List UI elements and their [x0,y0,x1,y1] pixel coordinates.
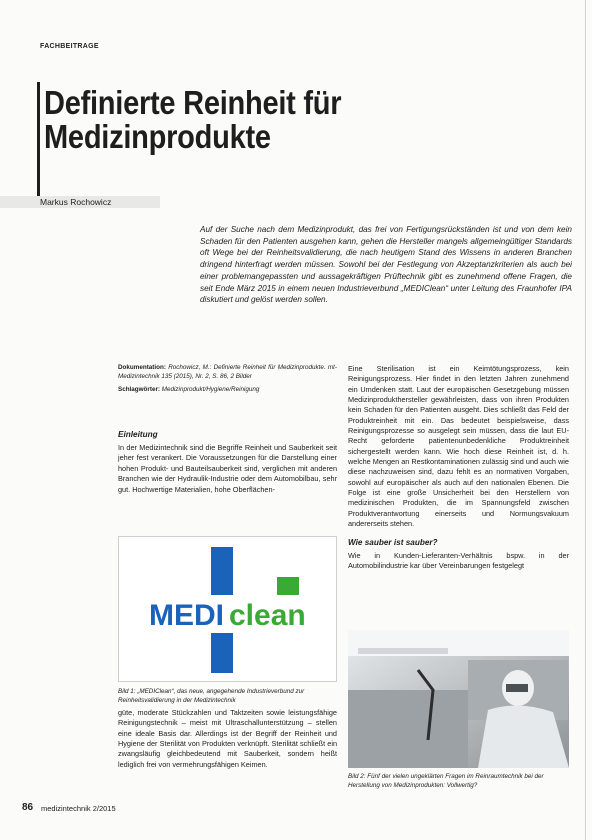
logo-green-block [277,577,299,595]
logo-cross-bottom [211,633,233,673]
title-line-1: Definierte Reinheit für [44,84,342,121]
figure-1-logo [118,536,337,682]
right-column [348,364,569,572]
lead-paragraph: Auf der Suche nach dem Medizinprodukt, das frei von Fertigungsrückständen ist und von dem kein Schaden für den Patienten ausgehen kann, gehen die Hersteller mangels allgemeingültiger Standards oft Wege bei der Reinheitsvalidierung, die nach heutigem Stand des Wissens in anderen Branchen dringend hinterfragt werden müssen. Sowohl bei der Festlegung von Akzeptanzkriterien als auch bei einer problemangepassten und aussagekräftigen Prüftechnik gibt es zunehmend offene Fragen, die seit Ende März 2015 in einem neuen Industrieverbund „MEDIClean“ unter Leitung des Fraunhofer IPA diskutiert und gelöst werden sollen. [200,225,572,305]
left-column-bottom-text: güte, moderate Stückzahlen und Taktzeiten sowie leistungsfähige Reinigungstechnik – meist mit Ultraschallunterstützung – stellen eine ideale Basis dar. Allerdings ist der Begriff der Reinheit und Hygiene der Sterilität von Produkten verknüpft. Sterilität schließt ein zwangsläufig gleichbedeutend mit Sauberkeit, sondern heißt lediglich frei von vermehrungsfähigen Keimen. [118,708,337,769]
cleanroom-photo [348,630,569,768]
keywords-line [118,386,337,395]
logo-cross-top [211,547,233,595]
page-number: 86 [22,802,34,813]
figure-1-caption: Bild 1: „MEDIClean“, das neue, angegehende Industrieverbund zur Reinheitsvalidierung in der Medizintechnik [118,688,305,704]
documentation-label: Dokumentation: [118,364,166,371]
documentation-text: Rochowicz, M.: Definierte Reinheit für Medizinprodukte. mt-Medizintechnik 135 (2015), Nr. 2, S. 86, 2 Bilder [118,364,338,380]
section-heading-clean: Wie sauber ist sauber? [348,537,438,547]
logo-medi-text: MEDI [149,599,224,632]
right-paragraph-1: Eine Sterilisation ist ein Keimtötungsprozess, kein Reinigungsprozess. Hier findet in den letzten Jahren zunehmend ein Umdenken statt. Laut der europäischen Gesetzgebung müssen Medizinprodukthersteller gewährleisten, dass von ihren Produkten kein Schaden für den Patienten ausgeht. Dies schließt das Feld der Produktreinheit mit ein. Das bedeutet beispielsweise, dass Reinigungsprozesse so ausgelegt sein müssen, dass die laut EU-Recht geforderte patientenunbedenkliche Produktreinheit sichergestellt werden kann. Wie hoch diese Reinheit ist, d. h. welche Mengen an Restkontaminationen zulässig sind und auch wie diese nachzuweisen sind, dazu fehlt es an normativen Vorgaben, sowohl auf europäischer als auch auf den nationalen Ebenen. Die Folge ist eine große Unsicherheit bei den Herstellern von medizinischen Produkten, die im Spannungsfeld zwischen Produktverantwortung einerseits und Normungsvakuum andererseits stehen. [348,364,569,529]
left-column [118,364,337,495]
article-title [44,86,422,154]
intro-paragraph: In der Medizintechnik sind die Begriffe Reinheit und Sauberkeit seit jeher fest verankert. Die Voraussetzungen für die Darstellung einer hohen Produkt- und Bauteilsauberkeit sind, verglichen mit anderen Branchen wie der Hydraulik-Industrie oder dem Automobilbau, sehr gut. Hochwertige Materialien, hohe Oberflächen- [118,443,337,494]
intro-heading: Einleitung [118,429,158,439]
documentation-line [118,364,337,381]
page-edge-line [585,0,586,840]
author-name: Markus Rochowicz [40,197,112,207]
section-label: FACHBEITRAGE [40,43,99,50]
figure-2-caption: Bild 2: Fünf der vielen ungeklärten Fragen im Reinraumtechnik bei der Herstellung von Medizinprodukten: Vollwertig? [348,773,544,789]
mediclean-logo [119,537,338,683]
journal-issue: medizintechnik 2/2015 [41,804,116,813]
keywords-label: Schlagwörter: [118,386,160,394]
keywords-text: Medizinprodukt/Hygiene/Reinigung [161,386,260,394]
figure-2-cleanroom-photo [348,630,569,768]
right-paragraph-2: Wie in Kunden-Lieferanten-Verhältnis bspw. in der Automobilindustrie kar über Vereinbarungen festgelegt [348,550,569,571]
title-line-2: Medizinprodukte [44,118,271,155]
title-rule [37,82,40,200]
documentation-block [118,364,337,395]
logo-clean-text: clean [229,599,306,632]
